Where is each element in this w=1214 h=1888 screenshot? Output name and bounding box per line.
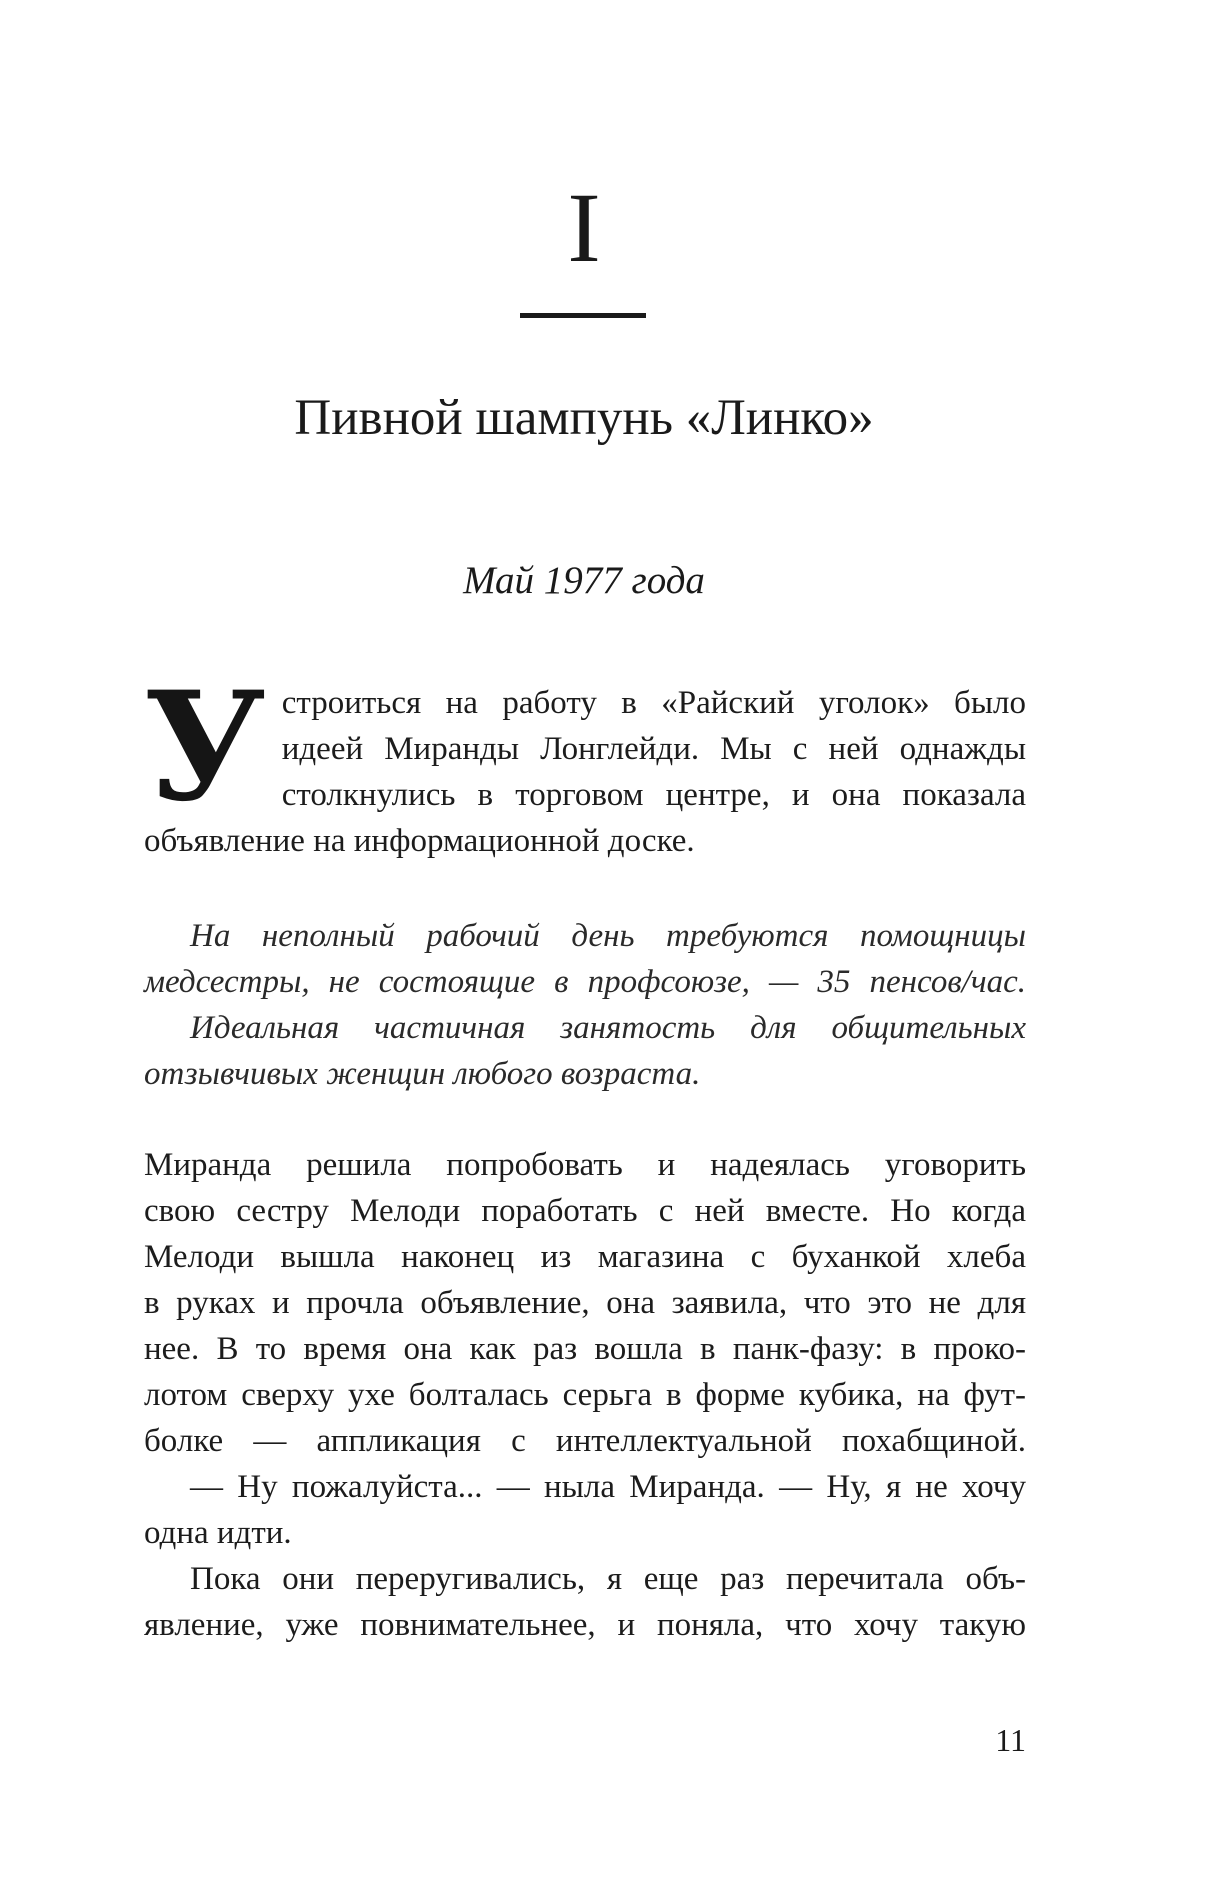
text-line: явление, уже повнимательнее, и поняла, что хочу такую [144,1607,1026,1643]
chapter-title: Пивной шампунь «Линко» [294,390,874,446]
text-line: медсестры, не состоящие в профсоюзе, — 35 пенсов/час. [144,964,1026,1000]
text-line: столкнулись в торговом центре, и она показала [281,777,1026,813]
text-line: Пока они переругивались, я еще раз перечитала объ- [190,1561,1026,1597]
job-advertisement [144,913,1026,1097]
chapter-number: I [567,172,601,283]
text-line: объявление на информационной доске. [144,823,695,859]
text-line: Идеальная частичная занятость для общительных [190,1010,1026,1046]
text-line: в руках и прочла объявление, она заявила, что это не для [144,1285,1026,1321]
text-line: Мелоди вышла наконец из магазина с буханкой хлеба [144,1239,1026,1275]
drop-cap: У [144,659,266,835]
intro-paragraph [144,659,1026,864]
text-line: свою сестру Мелоди поработать с ней вместе. Но когда [144,1193,1026,1229]
text-line: строиться на работу в «Райский уголок» было [281,685,1026,721]
body-paragraphs [144,1142,1026,1648]
text-line: На неполный рабочий день требуются помощницы [190,918,1026,954]
text-line: Миранда решила попробовать и надеялась уговорить [144,1147,1026,1183]
text-line: нее. В то время она как раз вошла в панк-фазу: в проко- [144,1331,1026,1367]
text-line: болке — аппликация с интеллектуальной похабщиной. [144,1423,1026,1459]
dialogue-line: — Ну пожалуйста... — ныла Миранда. — Ну, я не хочу [190,1469,1026,1505]
page-number: 11 [995,1722,1026,1758]
text-line: лотом сверху ухе болталась серьга в форме кубика, на фут- [144,1377,1026,1413]
text-line: идеей Миранды Лонглейди. Мы с ней однажды [281,731,1026,767]
text-line: одна идти. [144,1515,292,1551]
chapter-divider [520,313,646,318]
text-line: отзывчивых женщин любого возраста. [144,1056,701,1092]
chapter-dateline: Май 1977 года [463,559,705,602]
